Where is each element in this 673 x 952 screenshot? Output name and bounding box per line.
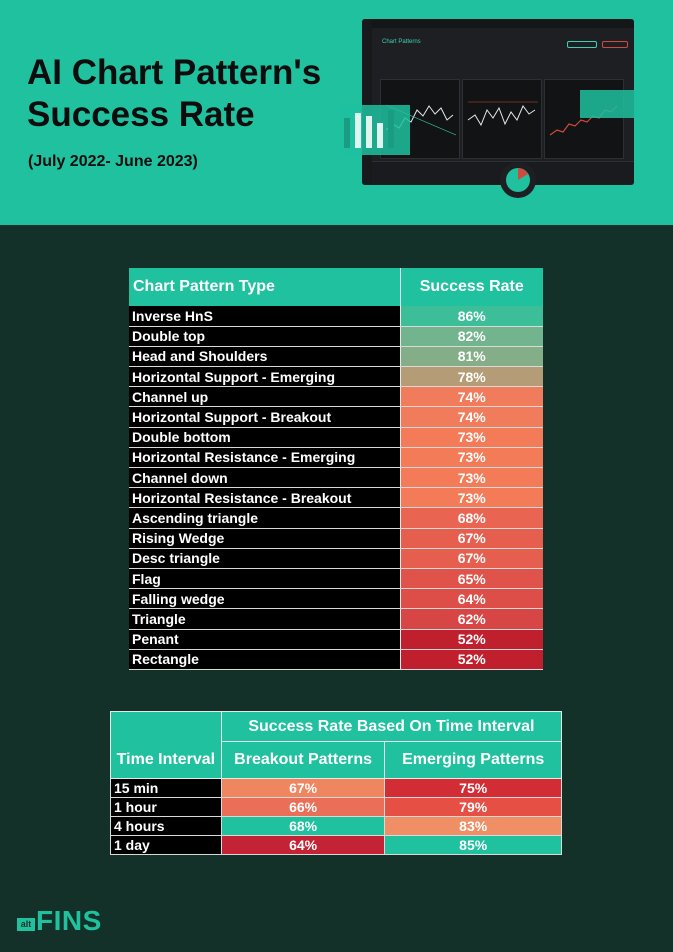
col-header-emerging: Emerging Patterns (385, 742, 562, 779)
table-row (129, 468, 543, 488)
pattern-name: Triangle (129, 609, 400, 629)
pattern-name: Rising Wedge (129, 528, 400, 548)
pattern-success-table (129, 268, 543, 670)
logo-alt-box: alt (17, 918, 35, 931)
table-row (129, 629, 543, 649)
pattern-name: Ascending triangle (129, 508, 400, 528)
emerging-rate-value: 79% (385, 798, 562, 817)
success-rate-value: 65% (400, 568, 543, 588)
table-row (111, 836, 562, 855)
pattern-name: Penant (129, 629, 400, 649)
table-row (129, 407, 543, 427)
success-rate-value: 73% (400, 468, 543, 488)
screenshot-button-1 (567, 41, 597, 48)
pattern-name: Horizontal Support - Emerging (129, 367, 400, 387)
col-header-time-interval: Time Interval (111, 742, 222, 779)
pattern-name: Horizontal Support - Breakout (129, 407, 400, 427)
title-line-2: Success Rate (27, 95, 255, 134)
decorative-bars-and-pie-icon (340, 88, 640, 200)
table-row (129, 306, 543, 326)
hero-banner (0, 0, 673, 225)
screenshot-button-2 (602, 41, 628, 48)
table-row (129, 387, 543, 407)
pattern-name: Falling wedge (129, 589, 400, 609)
pattern-name: Rectangle (129, 649, 400, 669)
success-rate-value: 86% (400, 306, 543, 326)
pattern-name: Head and Shoulders (129, 346, 400, 366)
table-row (111, 798, 562, 817)
table-row (129, 649, 543, 669)
success-rate-value: 68% (400, 508, 543, 528)
pattern-name: Double top (129, 326, 400, 346)
title-line-1: AI Chart Pattern's (27, 53, 322, 92)
pattern-name: Horizontal Resistance - Breakout (129, 488, 400, 508)
success-rate-value: 62% (400, 609, 543, 629)
pattern-name: Flag (129, 568, 400, 588)
group-header: Success Rate Based On Time Interval (221, 712, 561, 742)
table-row (129, 346, 543, 366)
col-header-success-rate: Success Rate (400, 268, 543, 306)
pattern-name: Desc triangle (129, 548, 400, 568)
table-row (129, 528, 543, 548)
pattern-name: Double bottom (129, 427, 400, 447)
success-rate-value: 73% (400, 427, 543, 447)
time-interval-name: 1 hour (111, 798, 222, 817)
time-interval-table (110, 711, 562, 855)
time-interval-name: 1 day (111, 836, 222, 855)
table-row (129, 548, 543, 568)
success-rate-value: 73% (400, 447, 543, 467)
success-rate-value: 73% (400, 488, 543, 508)
altfins-logo (17, 906, 102, 936)
table-row (129, 367, 543, 387)
pattern-name: Channel up (129, 387, 400, 407)
col-header-pattern-type: Chart Pattern Type (129, 268, 400, 306)
screenshot-title: Chart Patterns (382, 39, 421, 45)
emerging-rate-value: 85% (385, 836, 562, 855)
screenshot-topbar (372, 19, 634, 28)
success-rate-value: 81% (400, 346, 543, 366)
pattern-name: Inverse HnS (129, 306, 400, 326)
time-interval-name: 4 hours (111, 817, 222, 836)
success-rate-value: 52% (400, 649, 543, 669)
time-interval-name: 15 min (111, 779, 222, 798)
table-row (111, 817, 562, 836)
empty-header-cell (111, 712, 222, 742)
emerging-rate-value: 75% (385, 779, 562, 798)
page-title (27, 52, 321, 136)
success-rate-value: 64% (400, 589, 543, 609)
breakout-rate-value: 66% (221, 798, 385, 817)
success-rate-value: 74% (400, 407, 543, 427)
logo-text: FINS (36, 905, 102, 936)
table-row (129, 488, 543, 508)
col-header-breakout: Breakout Patterns (221, 742, 385, 779)
table-row (111, 779, 562, 798)
table-row (129, 568, 543, 588)
success-rate-value: 67% (400, 528, 543, 548)
table-row (129, 589, 543, 609)
breakout-rate-value: 68% (221, 817, 385, 836)
table-row (129, 326, 543, 346)
success-rate-value: 78% (400, 367, 543, 387)
table-row (129, 427, 543, 447)
date-range-subtitle: (July 2022- June 2023) (28, 153, 198, 170)
pattern-name: Horizontal Resistance - Emerging (129, 447, 400, 467)
table-row (129, 508, 543, 528)
success-rate-value: 52% (400, 629, 543, 649)
breakout-rate-value: 67% (221, 779, 385, 798)
pattern-name: Channel down (129, 468, 400, 488)
table-row (129, 447, 543, 467)
success-rate-value: 74% (400, 387, 543, 407)
success-rate-value: 67% (400, 548, 543, 568)
table-row (129, 609, 543, 629)
breakout-rate-value: 64% (221, 836, 385, 855)
success-rate-value: 82% (400, 326, 543, 346)
emerging-rate-value: 83% (385, 817, 562, 836)
